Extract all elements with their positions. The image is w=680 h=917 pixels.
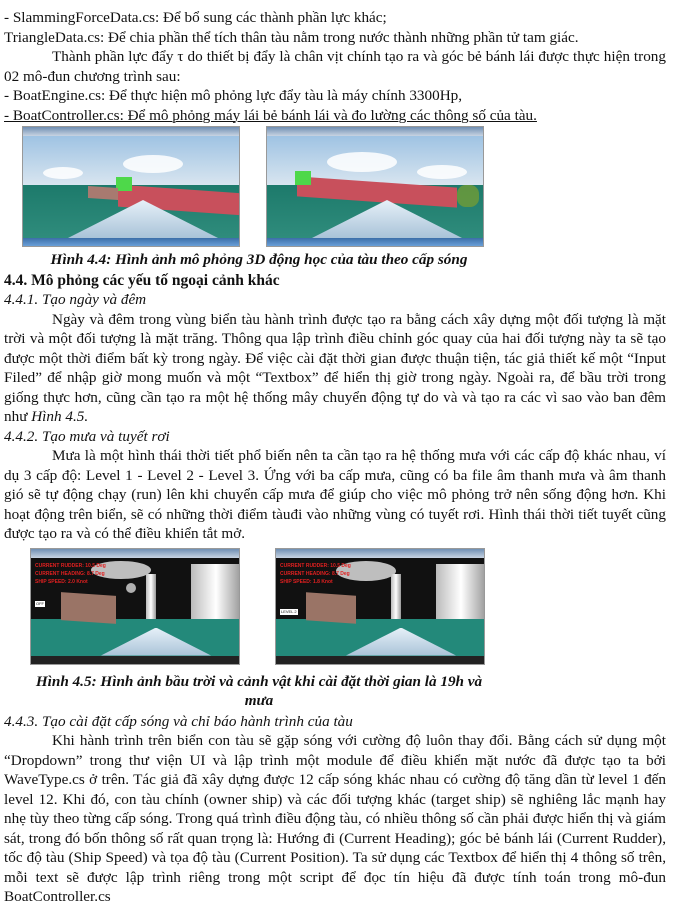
figure-4-5-left-image xyxy=(30,548,240,665)
intro-paragraph: Thành phần lực đẩy τ do thiết bị đẩy là chân vịt chính tạo ra và góc bẻ bánh lái được thực hiện trong 02 mô-đun chương trình sau: xyxy=(4,48,666,85)
hud-readout: CURRENT RUDDER: 10.5 Deg CURRENT HEADING: 8.7 Deg SHIP SPEED: 1.8 Knot xyxy=(280,562,351,585)
section-heading: 4.4. Mô phỏng các yếu tố ngoại cảnh khác xyxy=(4,271,280,289)
section-4-4-3 xyxy=(4,712,666,907)
intro-line: TriangleData.cs: Để chia phần thể tích thân tàu nằm trong nước thành những phần tử tam giác. xyxy=(4,28,579,46)
dropdown: OFF xyxy=(36,600,44,606)
figure-4-5 xyxy=(4,548,666,670)
figure-4-4 xyxy=(4,126,666,248)
figure-4-4-caption: Hình 4.4: Hình ảnh mô phỏng 3D động học của tàu theo cấp sóng xyxy=(50,251,468,268)
subsection-title: 4.4.2. Tạo mưa và tuyết rơi xyxy=(4,427,170,445)
section-4-4 xyxy=(4,271,666,544)
intro-line: - BoatEngine.cs: Để thực hiện mô phỏng lực đẩy tàu là máy chính 3300Hp, xyxy=(4,87,463,104)
subsection-title: 4.4.1. Tạo ngày và đêm xyxy=(4,291,147,308)
figure-4-4-right-image xyxy=(266,126,484,247)
paragraph: Mưa là một hình thái thời tiết phổ biến nên ta cần tạo ra hệ thống mưa với các cấp độ khác nhau, ví dụ 3 cấp độ: Level 1 - Level 2 - Level 3. Ứng với ba cấp mưa, cũng có ba file âm thanh mưa và âm thanh gió sẽ tự động chạy (run) lên khi chuyển cấp mưa để giúp cho việc mô phỏng trở nên sống động hơn. Khi hoạt động trên biển, sẽ có những thời điểm tàuđi vào những vùng có tuyết rơi. Hình thái thời tiết tuyết cũng được tạo ra và có thể điều khiển tắt mở. xyxy=(4,447,666,542)
figure-4-5-right-image xyxy=(275,548,485,665)
intro-line: - SlammingForceData.cs: Để bổ sung các thành phần lực khác; xyxy=(4,9,387,26)
figure-reference: Hình 4.5. xyxy=(31,408,89,425)
intro-line: - BoatController.cs: Để mô phỏng máy lái bẻ bánh lái và đo lường các thông số của tàu. xyxy=(4,106,537,124)
paragraph: Khi hành trình trên biển con tàu sẽ gặp sóng với cường độ luôn thay đổi. Bằng cách sử dụng một “Dropdown” trong thư viện UI và lập trình một module để điều khiển mặt nước đã được tạo ta bởi WaveType.cs ở trên. Tác giả đã xây dựng được 12 cấp sóng khác nhau có cường độ tăng dần từ level 1 đến level 12. Khi đó, con tàu chính (owner ship) và các đối tượng khác (target ship) sẽ nghiêng lắc mạnh hay nhẹ tùy theo từng cấp sóng. Trong quá trình điều động tàu, có nhiều thông số cần phải được hiển thị và giám sát, trong đó bốn thông số rất quan trọng là: Hướng đi (Current Heading); góc bẻ bánh lái (Current Rudder), tốc độ tàu (Ship Speed) và tọa độ tàu (Current Position). Ta sử dụng các Textbox để hiển thị 4 thông số trên, mỗi text sẽ được lập trình riêng trong một script để đọc tín hiệu đã được tính toán trong mô-đun BoatController.cs xyxy=(4,732,666,905)
paragraph xyxy=(4,310,666,427)
paragraph-text: Ngày và đêm trong vùng biển tàu hành trình được tạo ra bằng cách xây dựng một đối tượng là mặt trời và một đối tượng là mặt trăng. Thông qua lập trình điều chỉnh góc quay của hai đối tượng này ta sẽ tạo được một thời điểm bất kỳ trong ngày. Để việc cài đặt thời gian được thuận tiện, tác giả thiết kế một “Input Filed” để nhập giờ mong muốn và một “Textbox” để hiển thị giờ trong ngày. Ngoài ra, để bầu trời trong giống thực hơn, cũng cần tạo ra một hệ thống mây chuyển động tự do và và tạo ra các vì sao vào ban đêm như xyxy=(4,310,666,425)
intro-block xyxy=(4,8,666,125)
subsection-title: 4.4.3. Tạo cài đặt cấp sóng và chỉ báo hành trình của tàu xyxy=(4,712,353,730)
dropdown: LEVEL 2 xyxy=(281,608,297,614)
caption-line: Hình 4.5: Hình ảnh bầu trời và cảnh vật khi cài đặt thời gian là 19h và xyxy=(35,672,483,690)
figure-4-5-caption xyxy=(4,672,514,711)
caption-line: mưa xyxy=(244,692,274,709)
hud-readout: CURRENT RUDDER: 10.5 Deg CURRENT HEADING: 8.7 Deg SHIP SPEED: 2.0 Knot xyxy=(35,562,106,585)
figure-4-4-left-image xyxy=(22,126,240,247)
